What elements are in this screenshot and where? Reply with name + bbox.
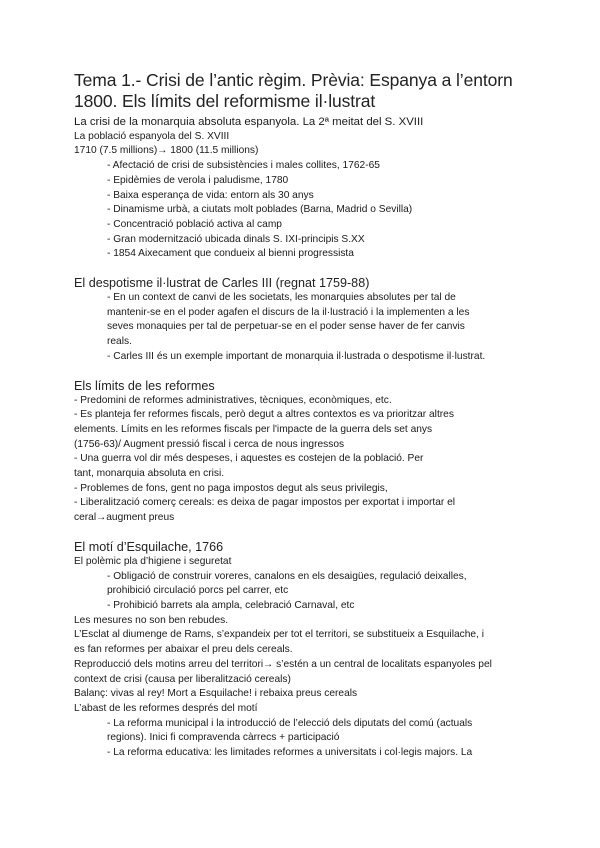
list-item: - En un context de canvi de les societats, les monarquies absolutes per tal de <box>107 292 456 304</box>
list-item: mantenir-se en el poder agafen el discurs de la il·lustració i la implementen a les <box>107 306 470 318</box>
subheading-population: La població espanyola del S. XVIII <box>74 130 230 142</box>
subheading-hygiene-plan: El polèmic pla d’higiene i seguretat <box>74 555 232 567</box>
list-item: - Concentració població activa al camp <box>107 218 282 230</box>
list-item: regions). Inici fi compravenda càrrecs + participació <box>107 732 340 744</box>
list-item: - Carles III és un exemple important de monarquia il·lustrada o despotisme il·lustrat. <box>107 350 486 362</box>
list-item: seves monaquies per tal de perpetuar-se en el poder sense haver de fer canvis <box>107 321 465 333</box>
paragraph-line: - Es planteja fer reformes fiscals, però degut a altres contextos es va prioritzar altres <box>74 409 454 421</box>
section-heading-despotism: El despotisme il·lustrat de Carles III (regnat 1759-88) <box>74 276 370 291</box>
list-item: - Prohibició barrets ala ampla, celebració Carnaval, etc <box>107 599 355 611</box>
section-heading-esquilache: El motí d’Esquilache, 1766 <box>74 539 224 554</box>
paragraph-line: - Problemes de fons, gent no paga impostos degut als seus privilegis, <box>74 482 388 494</box>
list-item: reals. <box>107 336 132 348</box>
list-item: - Epidèmies de verola i paludisme, 1780 <box>107 174 289 186</box>
paragraph-line: Reproducció dels motins arreu del territori→ s’estén a un central de localitats espanyoles pel <box>74 658 492 670</box>
list-item: - La reforma municipal i la introducció de l’elecció dels diputats del comú (actuals <box>107 717 473 729</box>
paragraph-line: - Predomini de reformes administratives, tècniques, econòmiques, etc. <box>74 394 392 406</box>
paragraph-line: es fan reformes per abaixar el preu dels cereals. <box>74 644 293 656</box>
population-stat: 1710 (7.5 millions)→ 1800 (11.5 millions) <box>74 145 259 157</box>
paragraph-line: (1756-63)/ Augment pressió fiscal i cerca de nous ingressos <box>74 438 345 450</box>
paragraph-line: - Una guerra vol dir més despeses, i aquestes es costejen de la població. Per <box>74 453 424 465</box>
paragraph-line: Balanç: vivas al rey! Mort a Esquilache! i rebaixa preus cereals <box>74 688 358 700</box>
section-heading-limits: Els límits de les reformes <box>74 378 215 393</box>
paragraph-line: tant, monarquia absoluta en crisi. <box>74 468 225 480</box>
paragraph-line: L’abast de les reformes després del motí <box>74 702 258 714</box>
section-heading-crisis: La crisi de la monarquia absoluta espanyola. La 2ª meitat del S. XVIII <box>74 116 424 128</box>
list-item: - Baixa esperança de vida: entorn als 30 anys <box>107 189 314 201</box>
paragraph-line: - Liberalització comerç cereals: es deixa de pagar impostos per exportat i importar el <box>74 497 456 509</box>
document-page <box>74 70 534 761</box>
list-item: - Gran modernització ubicada dinals S. IXI-principis S.XX <box>107 233 365 245</box>
list-item: - La reforma educativa: les limitades reformes a universitats i col·legis majors. La <box>107 747 473 759</box>
paragraph-line: elements. Límits en les reformes fiscals per l'impacte de la guerra dels set anys <box>74 423 433 435</box>
list-item: prohibició circulació porcs pel carrer, etc <box>107 585 289 597</box>
page-title: Tema 1.- Crisi de l’antic règim. Prèvia: Espanya a l’entorn 1800. Els límits del reformisme il·lustrat <box>74 70 513 111</box>
paragraph-line: L’Esclat al diumenge de Rams, s’expandeix per tot el territori, se substitueix a Esquilache, i <box>74 629 484 641</box>
list-item: - 1854 Aixecament que condueix al bienni progressista <box>107 248 354 260</box>
paragraph-line: ceral→augment preus <box>74 512 175 524</box>
paragraph-line: Les mesures no son ben rebudes. <box>74 614 229 626</box>
list-item: - Dinamisme urbà, a ciutats molt poblades (Barna, Madrid o Sevilla) <box>107 204 413 216</box>
list-item: - Obligació de construir voreres, canalons en els desaigües, regulació deixalles, <box>107 570 467 582</box>
paragraph-line: context de crisi (causa per liberalització cereals) <box>74 673 291 685</box>
list-item: - Afectació de crisi de subsistències i males collites, 1762-65 <box>107 160 380 172</box>
